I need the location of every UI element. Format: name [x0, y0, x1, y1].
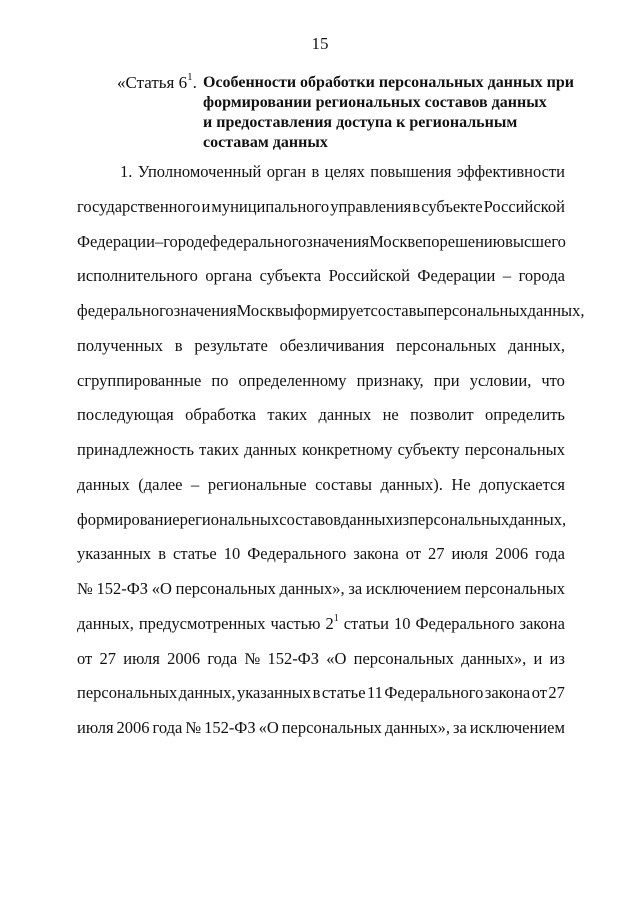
text-line: [77, 294, 585, 329]
word: 27: [548, 683, 565, 703]
word: персональных: [396, 335, 497, 355]
word: от: [77, 648, 93, 668]
word: «О: [258, 718, 279, 737]
word: в: [412, 196, 421, 216]
text-line: [77, 225, 565, 260]
word: результате: [194, 335, 268, 355]
text-line: [77, 468, 565, 503]
word: частью: [270, 613, 321, 633]
word: определенному: [238, 370, 347, 390]
word: повышения: [370, 162, 452, 181]
article-label-superscript: 1: [187, 71, 193, 84]
word: июля: [77, 718, 114, 737]
article-title-line: составам данных: [203, 134, 328, 151]
word: указанных: [236, 683, 312, 703]
word: 10: [393, 613, 411, 633]
word: условии,: [469, 370, 532, 390]
article-title: [203, 73, 573, 153]
word: №: [244, 648, 261, 668]
word: 11: [367, 683, 383, 703]
word: года: [535, 544, 565, 564]
word: указанных: [77, 544, 152, 564]
word: данных,: [178, 683, 236, 703]
word: таких: [199, 440, 239, 459]
word: что: [541, 370, 565, 390]
word: не: [382, 405, 399, 425]
word: в: [174, 335, 183, 355]
word: по: [211, 370, 229, 390]
word: управления: [330, 196, 412, 216]
word: персональных: [464, 579, 565, 598]
word: в: [311, 162, 320, 181]
word: от: [405, 544, 421, 564]
word: –: [502, 266, 512, 286]
word: позволит: [410, 405, 474, 425]
word: органа: [205, 266, 253, 286]
word: персональных: [427, 301, 528, 320]
text-line: [77, 711, 565, 746]
word: 27: [428, 544, 445, 564]
text-line: [77, 364, 565, 399]
word: Федерации: [77, 231, 155, 251]
article-title-line: и предоставления доступа к региональным: [203, 114, 518, 131]
word: эффективности: [456, 162, 565, 181]
word: признаку,: [356, 370, 424, 390]
text-line: [77, 190, 565, 225]
word: целях: [324, 162, 365, 181]
word: персональных: [353, 648, 454, 668]
word: Москвы: [236, 301, 294, 320]
word: Москве: [369, 231, 423, 251]
word: данных: [318, 405, 372, 425]
word: полученных: [77, 335, 163, 355]
word: составы: [370, 301, 428, 320]
word: Российской: [483, 196, 565, 216]
word: закона: [353, 544, 399, 564]
text-line: [77, 607, 565, 642]
word: данных»,: [279, 579, 345, 598]
word: по: [422, 231, 440, 251]
word: из: [549, 648, 565, 668]
word: составы: [315, 474, 372, 494]
word: 152-ФЗ: [96, 579, 149, 598]
word: статье: [321, 683, 366, 703]
word: Федерального: [415, 613, 515, 633]
word: за: [348, 579, 363, 598]
word: значения: [173, 301, 237, 320]
text-line: [77, 259, 565, 294]
word: 2006: [167, 648, 201, 668]
text-line: [77, 503, 565, 538]
word: субъекте: [421, 196, 483, 216]
word: данных).: [380, 474, 443, 494]
word: обезличивания: [279, 335, 385, 355]
word: и: [533, 648, 543, 668]
word: 2006: [116, 718, 150, 737]
word: формирование: [77, 509, 180, 529]
text-line: [77, 433, 565, 468]
word: статье: [173, 544, 217, 564]
word: данных»,: [461, 648, 527, 668]
word: Федерального: [384, 683, 484, 703]
word: данных,: [509, 509, 567, 529]
word: субъекта: [259, 266, 322, 286]
word: от: [531, 683, 547, 703]
word: региональных: [179, 509, 280, 529]
text-line: [77, 572, 565, 607]
word: государственного: [77, 196, 201, 216]
word: данных: [341, 509, 394, 529]
word: формирует: [293, 301, 371, 320]
word: данных»,: [384, 718, 450, 737]
word: допускается: [479, 474, 565, 494]
text-line: [77, 329, 565, 364]
word: персональных: [281, 718, 382, 737]
word: из: [393, 509, 410, 529]
word: данных: [77, 474, 130, 494]
word: Уполномоченный: [137, 162, 262, 181]
word: персональных: [77, 683, 178, 703]
word: персональных: [409, 509, 510, 529]
word: городе: [163, 231, 210, 251]
word: при: [433, 370, 460, 390]
word: орган: [266, 162, 307, 181]
word: исключением: [365, 579, 462, 598]
word: в: [312, 683, 321, 703]
word: города: [518, 266, 565, 286]
word: 27: [99, 648, 116, 668]
text-line: [77, 398, 565, 433]
word: значения: [306, 231, 370, 251]
word: «О: [151, 579, 172, 598]
word: муниципального: [211, 196, 330, 216]
word: персональных: [175, 579, 276, 598]
word: 10: [223, 544, 241, 564]
word: «О: [326, 648, 347, 668]
word: №: [185, 718, 202, 737]
page-number: 15: [311, 34, 329, 53]
word: федерального: [77, 301, 174, 320]
text-line: [77, 155, 565, 190]
word: №: [77, 579, 93, 598]
word: федерального: [209, 231, 307, 251]
word: и: [201, 196, 211, 216]
word: исключением: [469, 718, 565, 737]
word: статьи: [343, 613, 389, 633]
word: года: [152, 718, 183, 737]
word: Федерального: [247, 544, 347, 564]
article-title-line: формировании региональных составов данных: [203, 94, 547, 111]
word: 152-ФЗ: [267, 648, 319, 668]
word: за: [452, 718, 467, 737]
word: субъекту: [397, 440, 460, 459]
word: $2^1$: [325, 613, 339, 633]
word: данных,: [527, 301, 585, 320]
text-line: [77, 676, 565, 711]
word: конкретному: [301, 440, 393, 459]
word: Российской: [328, 266, 410, 286]
superscript: 1: [333, 613, 339, 625]
text-line: [77, 537, 565, 572]
word: –: [191, 474, 200, 494]
word: высшего: [505, 231, 566, 251]
word: принадлежность: [77, 440, 194, 459]
body-paragraph: [77, 155, 585, 746]
word: в: [158, 544, 166, 564]
word: 1.: [120, 162, 133, 181]
article-title-line: Особенности обработки персональных данных при: [203, 74, 575, 91]
word: года: [207, 648, 238, 668]
word: 152-ФЗ: [204, 718, 256, 737]
word: данных,: [508, 335, 565, 355]
word: 2006: [495, 544, 529, 564]
word: –: [154, 231, 164, 251]
word: исполнительного: [77, 266, 198, 286]
word: предусмотренных: [138, 613, 266, 633]
word: Федерации: [417, 266, 496, 286]
word: региональные: [207, 474, 307, 494]
word: последующая: [77, 405, 174, 425]
article-label: «Статья $6^1$.: [117, 71, 197, 92]
word: Не: [451, 474, 471, 494]
word: данных: [244, 440, 297, 459]
word: закона: [484, 683, 531, 703]
word: закона: [519, 613, 565, 633]
word: персональных: [464, 440, 565, 459]
word: июля: [123, 648, 160, 668]
word: решению: [439, 231, 506, 251]
word: таких: [267, 405, 308, 425]
word: данных,: [77, 613, 134, 633]
word: обработка: [185, 405, 257, 425]
text-line: [77, 642, 565, 677]
word: определить: [484, 405, 565, 425]
word: составов: [279, 509, 342, 529]
word: (далее: [138, 474, 183, 494]
word: июля: [451, 544, 489, 564]
word: сгруппированные: [77, 370, 202, 390]
